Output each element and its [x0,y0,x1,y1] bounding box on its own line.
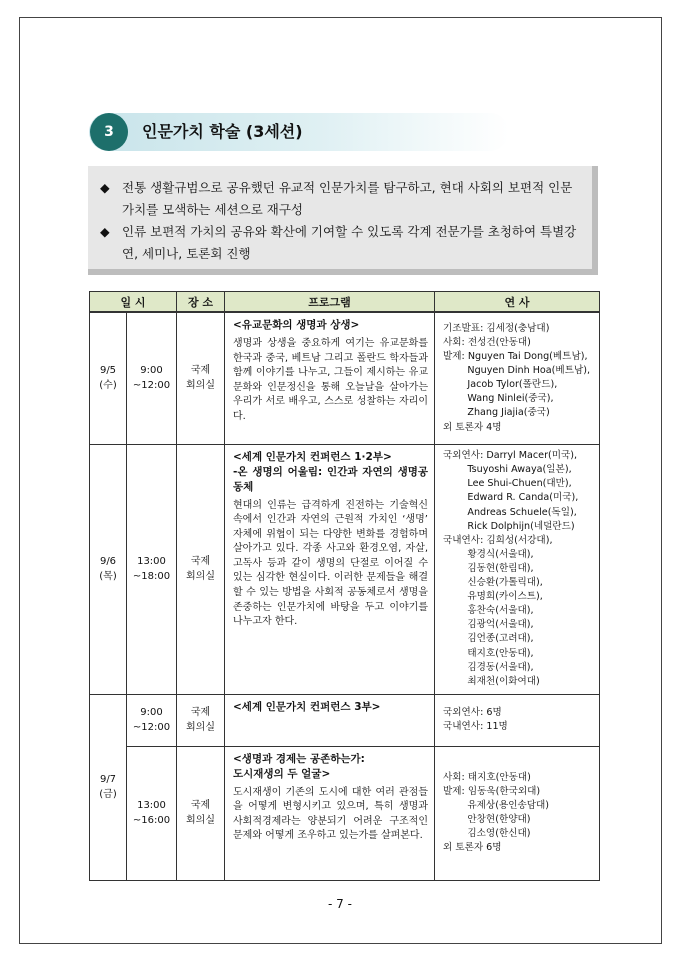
summary-bullet [98,221,582,265]
header-program: 프로그램 [225,292,435,313]
program-title: <유교문화의 생명과 상생> [233,319,360,331]
summary-bullet-text: 인류 보편적 가치의 공유와 확산에 기여할 수 있도록 각계 전문가를 초청하여 특별강연, 세미나, 토론회 진행 [122,224,577,261]
program-cell [225,746,435,880]
time-cell: 9:00 ~12:00 [127,694,177,746]
summary-bullet [98,177,582,221]
program-title: <생명과 경제는 공존하는가: 도시재생의 두 얼굴> [233,752,365,780]
schedule-table [89,291,600,881]
program-description: 현대의 인류는 급격하게 진전하는 기술혁신 속에서 인간과 자연의 근원적 가치인 ‘생명’ 자체에 위협이 되는 다양한 변화를 경험하며 살아가고 있다. 각종 사고와 환경오염, 자살, 고독사 등과 같이 생명의 단절로 이어질 수 있는 심각한 현실이다. 이러한 문제들을 해결할 수 있는 방법을 사회적 공동체로서 생명을 존중하는 인문가치에 바탕을 두고 이야기를 나누고자 한다. [233,499,428,628]
header-datetime: 일 시 [90,292,177,313]
place-cell: 국제 회의실 [177,444,225,694]
table-header-row [90,292,600,313]
speakers-cell: 국외연사: Darryl Macer(미국), Tsuyoshi Awaya(일본), Lee Shui-Chuen(대만), Edward R. Canda(미국), Andreas Schuele(독일), Rick Dolphijn(네덜란드) 국내연사: 김희성(서강대), 황경식(서울대), 김동현(한림대), 신승환(가톨릭대), 유명희(카이스트), 홍찬숙(서울대), 김광억(서울대), 김언종(고려대), 태지호(안동대), 김경동(서울대), 최재천(이화여대) [435,444,600,694]
speakers-cell: 사회: 태지호(안동대) 발제: 임동욱(한국외대) 유제상(용인송담대) 안창현(한양대) 김소영(한신대) 외 토론자 6명 [435,746,600,880]
table-row [90,694,600,746]
program-cell [225,444,435,694]
page-number: - 7 - [328,897,352,911]
date-cell: 9/5 (수) [90,312,127,444]
program-title: <세계 인문가치 컨퍼런스 3부> [233,700,381,713]
section-title: 인문가치 학술 (3세션) [142,122,303,141]
program-cell [225,312,435,444]
date-cell: 9/6 (목) [90,444,127,694]
table-row [90,746,600,880]
speakers-cell: 기조발표: 김세정(충남대) 사회: 전성건(안동대) 발제: Nguyen Tai Dong(베트남), Nguyen Dinh Hoa(베트남), Jacob Tylor(폴란드), Wang Ninlei(중국), Zhang Jiajia(중국) 외 토론자 4명 [435,312,600,444]
table-row [90,444,600,694]
summary-box [88,166,598,275]
summary-bullet-text: 전통 생활규범으로 공유했던 유교적 인문가치를 탐구하고, 현대 사회의 보편적 인문가치를 모색하는 세션으로 재구성 [122,180,573,217]
time-cell: 13:00 ~18:00 [127,444,177,694]
time-cell: 9:00 ~12:00 [127,312,177,444]
program-title: <세계 인문가치 컨퍼런스 1·2부> -온 생명의 어울림: 인간과 자연의 생명공동체 [233,450,428,493]
diamond-bullet-icon: ◆ [100,224,110,239]
speakers-cell: 국외연사: 6명 국내연사: 11명 [435,694,600,746]
program-cell [225,694,435,746]
time-cell: 13:00 ~16:00 [127,746,177,880]
place-cell: 국제 회의실 [177,746,225,880]
header-place: 장 소 [177,292,225,313]
place-cell: 국제 회의실 [177,312,225,444]
program-description: 도시재생이 기존의 도시에 대한 여러 관점들을 어떻게 변형시키고 있으며, 특히 생명과 사회적경제라는 양분되기 어려운 구조적인 문제와 어떻게 조우하고 있는가를 살펴본다. [233,786,428,842]
header-speakers: 연 사 [435,292,600,313]
place-cell: 국제 회의실 [177,694,225,746]
table-row [90,312,600,444]
section-number: 3 [90,113,128,151]
diamond-bullet-icon: ◆ [100,180,110,195]
program-description: 생명과 상생을 중요하게 여기는 유교문화를 한국과 중국, 베트남 그리고 폴란드 학자들과 함께 이야기를 나누고, 그들이 제시하는 유교문화와 인문정신을 통해 오늘날을 살아가는 우리가 서로 배우고, 스스로 성찰하는 자리이다. [233,338,428,422]
date-cell: 9/7 (금) [90,694,127,880]
